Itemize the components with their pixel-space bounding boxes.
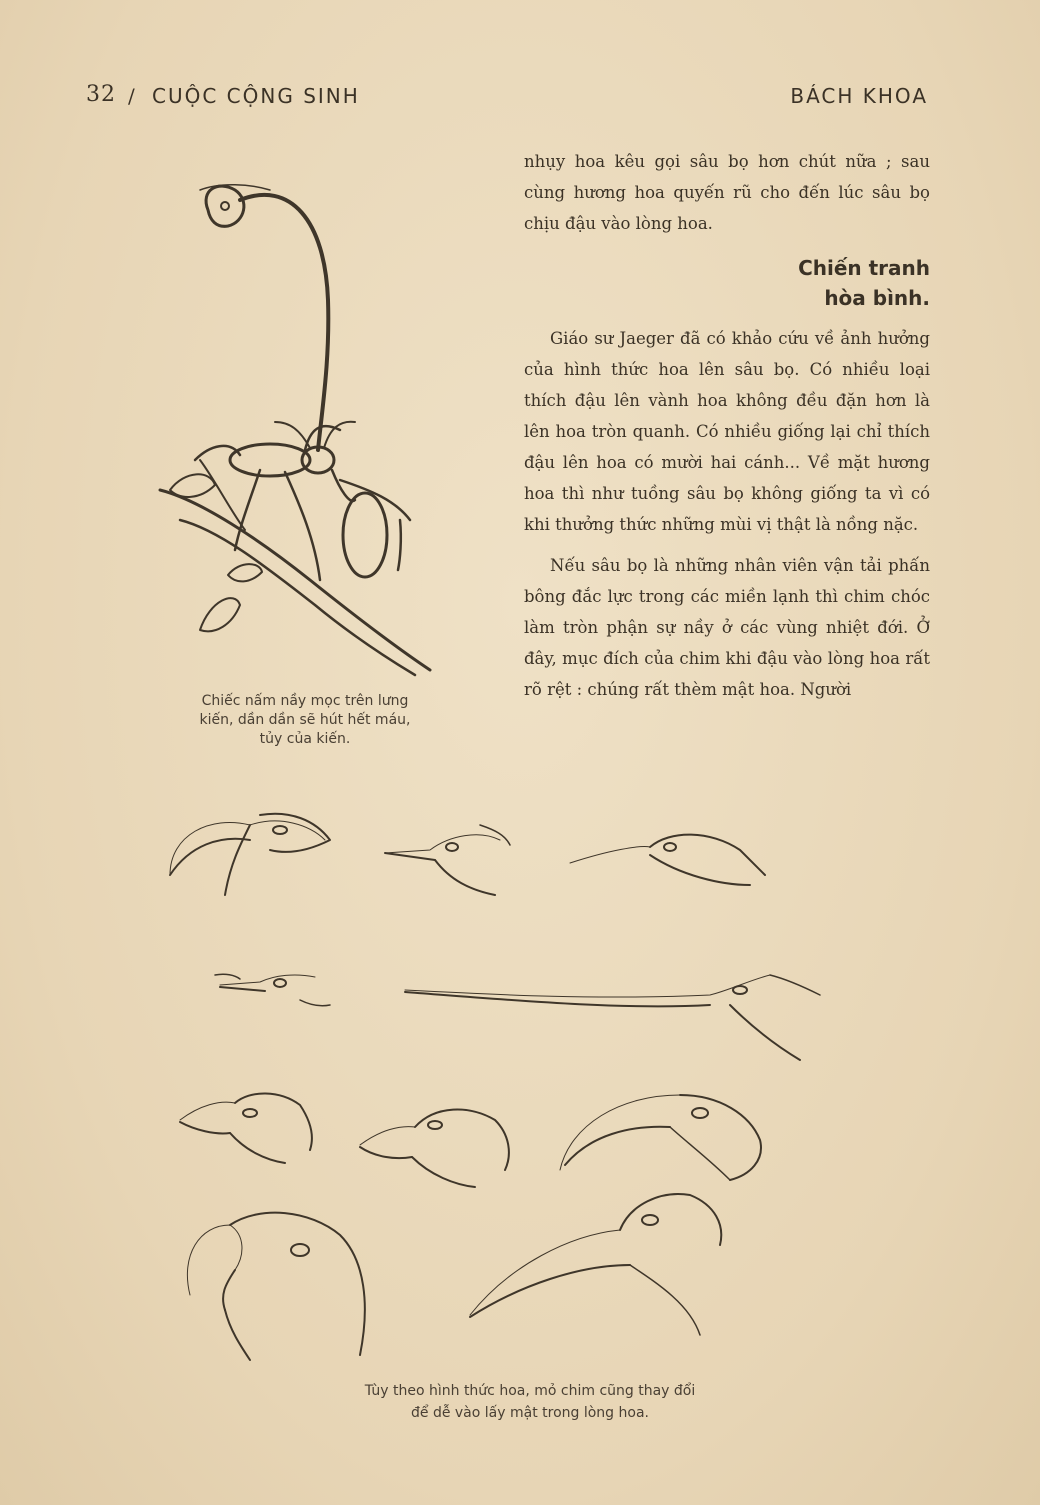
bird-head-curved-beak (170, 814, 330, 895)
bird-head-long-thin-beak (570, 835, 765, 885)
ant-figure-caption (140, 692, 470, 749)
bird-head-hooked-beak (560, 1095, 761, 1180)
running-title: CUỘC CỘNG SINH (152, 84, 360, 108)
beaks-caption-line2: để dễ vào lấy mật trong lòng hoa. (411, 1405, 649, 1421)
beaks-figure-caption (260, 1380, 800, 1424)
ant-caption-line3: tủy của kiến. (259, 731, 351, 747)
ant-thorax (230, 444, 310, 476)
fungus-cap (206, 186, 244, 226)
ant-caption-line1: Chiếc nấm nầy mọc trên lưng (201, 693, 409, 709)
article-column (524, 146, 930, 705)
bird-head-sparrow (360, 1110, 509, 1187)
bird-head-parrot (187, 1213, 364, 1360)
ant-caption-line2: kiến, dần dần sẽ hút hết máu, (199, 712, 411, 728)
branch (160, 490, 430, 670)
page-number: 32 (86, 82, 116, 107)
ant-fungus-illustration (140, 160, 470, 680)
journal-name: BÁCH KHOA (790, 84, 928, 108)
leaf (200, 598, 240, 631)
bird-head-curved-long-beak (470, 1194, 721, 1335)
bird-head-small (215, 974, 330, 1006)
leaf (228, 564, 262, 581)
fungus-stalk (240, 195, 328, 450)
section-heading-line2: hòa bình. (824, 286, 930, 310)
page-header (0, 82, 1040, 118)
header-separator: / (128, 84, 135, 108)
lead-paragraph: nhụy hoa kêu gọi sâu bọ hơn chút nữa ; sau cùng hương hoa quyến rũ cho đến lúc sâu bọ chịu đậu vào lòng hoa. (524, 152, 930, 233)
bird-head-very-long-beak (405, 975, 820, 1060)
section-heading-line1: Chiến tranh (798, 256, 930, 280)
leaf (170, 474, 215, 497)
bird-beaks-illustration (150, 795, 830, 1365)
ant-abdomen (343, 493, 387, 577)
section-heading (524, 253, 930, 313)
paragraph-jaeger: Giáo sư Jaeger đã có khảo cứu về ảnh hưởng của hình thức hoa lên sâu bọ. Có nhiều loại thích đậu lên vành hoa không đều đặn hơn là lên hoa tròn quanh. Có nhiều giống lại chỉ thích đậu lên hoa có mười hai cánh... Về mặt hương hoa thì như tuồng sâu bọ không giống ta vì có khi thưởng thức những mùi vị thật là nồng nặc. (524, 329, 930, 534)
bird-head-short-beak (385, 825, 510, 895)
paragraph-birds: Nếu sâu bọ là những nhân viên vận tải phấn bông đắc lực trong các miền lạnh thì chim chóc làm tròn phận sự nầy ở các vùng nhiệt đới. Ở đây, mục đích của chim khi đậu vào lòng hoa rất rõ rệt : chúng rất thèm mật hoa. Người (524, 556, 930, 699)
beaks-caption-line1: Tùy theo hình thức hoa, mỏ chim cũng thay đổi (364, 1383, 696, 1399)
bird-head-finch (180, 1093, 312, 1163)
